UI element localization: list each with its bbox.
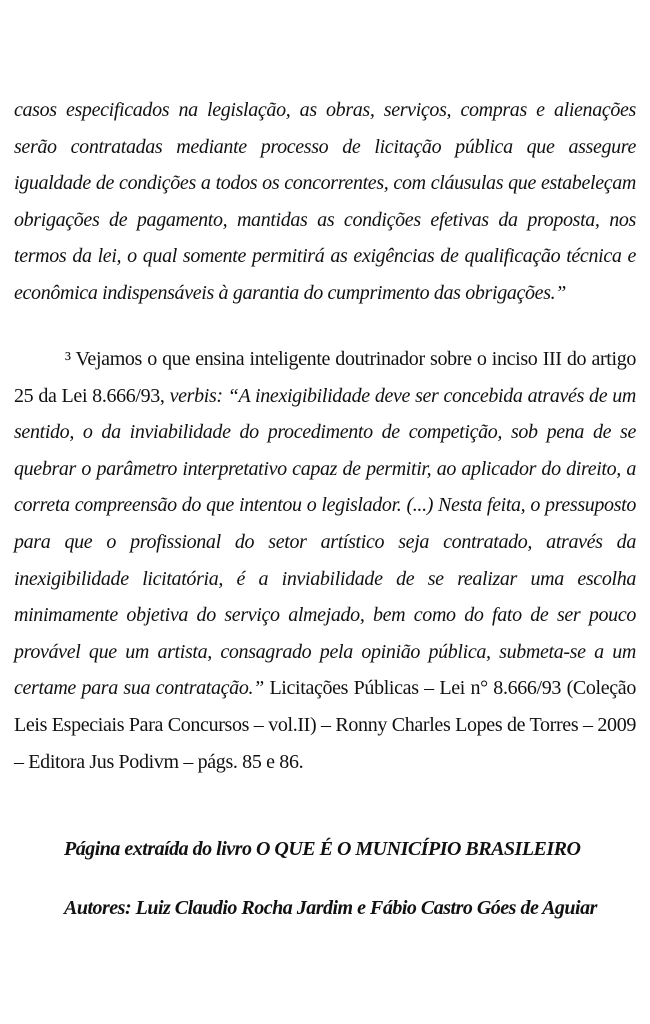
quote-continuation-paragraph: casos especificados na legislação, as obras, serviços, compras e alienações serão contratadas mediante processo de licitação pública que assegure igualdade de condições a todos os concorrentes, com cláusulas que estabeleçam obrigações de pagamento, mantidas as condições efetivas da proposta, nos termos da lei, o qual somente permitirá as exigências de qualificação técnica e econômica indispensáveis à garantia do cumprimento das obrigações.” — [14, 99, 636, 304]
footnote-paragraph — [14, 341, 636, 780]
book-source-line: Página extraída do livro O QUE É O MUNICÍPIO BRASILEIRO — [64, 838, 581, 860]
footnote-intro: Vejamos o que ensina inteligente doutrinador sobre o inciso III do artigo 25 da Lei 8.666/93, — [14, 348, 636, 407]
footnote-citation: Licitações Públicas – Lei n° 8.666/93 (Coleção Leis Especiais Para Concursos – vol.II) – Ronny Charles Lopes de Torres – 2009 – Editora Jus Podivm – págs. 85 e 86. — [14, 677, 636, 773]
footnote-quote: verbis: “A inexigibilidade deve ser concebida através de um sentido, o da inviabilidade do procedimento de competição, sob pena de se quebrar o parâmetro interpretativo capaz de permitir, ao aplicador do direito, a correta compreensão do que intentou o legislador. (...) Nesta feita, o pressuposto para que o profissional do setor artístico seja contratado, através da inexigibilidade licitatória, é a inviabilidade de se realizar uma escolha minimamente objetiva do serviço almejado, bem como do fato de ser pouco provável que um artista, consagrado pela opinião pública, submeta-se a um certame para sua contratação.” — [14, 384, 636, 700]
footnote-marker: ³ — [65, 348, 71, 370]
authors-line: Autores: Luiz Claudio Rocha Jardim e Fábio Castro Góes de Aguiar — [64, 897, 597, 919]
